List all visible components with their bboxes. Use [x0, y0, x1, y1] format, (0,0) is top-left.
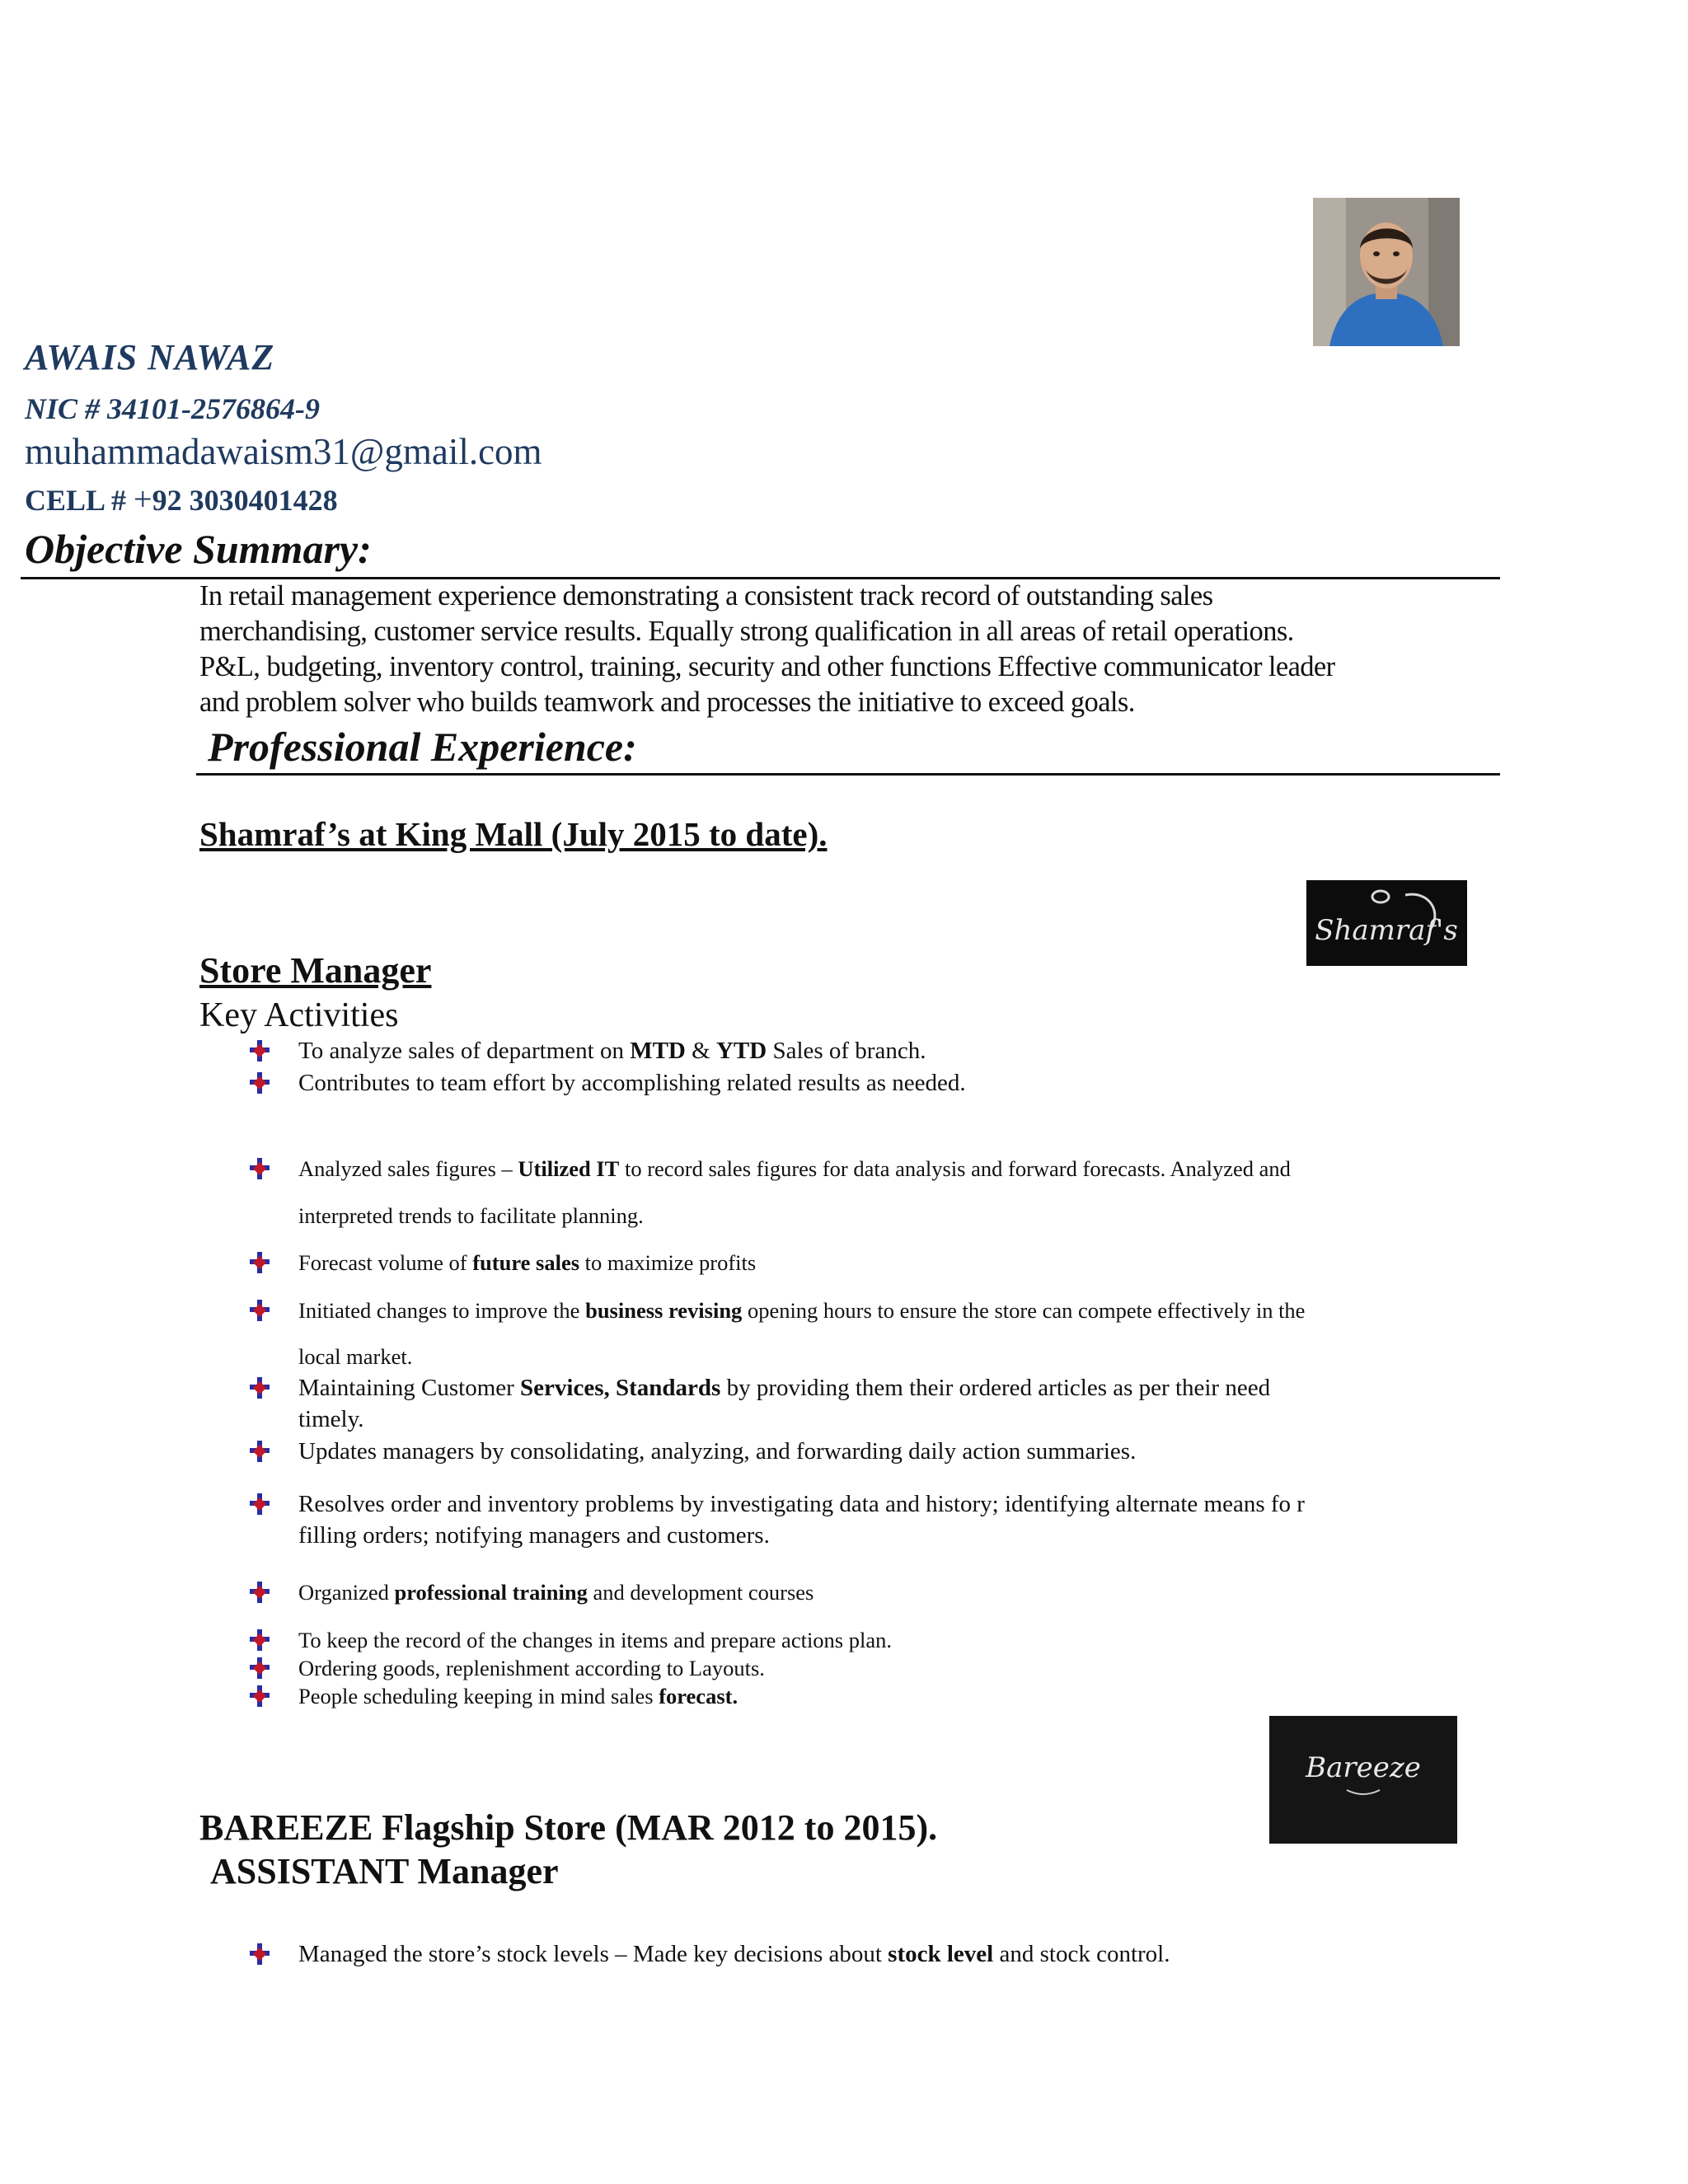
candidate-name: AWAIS NAWAZ	[25, 337, 275, 377]
summary-line: and problem solver who builds teamwork and processes the initiative to exceed goals.	[199, 687, 1135, 718]
experience-divider	[196, 773, 1500, 776]
bullet-arrow-icon	[250, 1582, 270, 1603]
email-address[interactable]: muhammadawaism31@gmail.com	[25, 431, 542, 472]
bullet-text: Ordering goods, replenishment according to Layouts.	[298, 1656, 765, 1680]
bullet-arrow-icon	[250, 1377, 270, 1399]
bullet-text: Analyzed sales figures – Utilized IT to record sales figures for data analysis and forward forecasts. Analyzed and	[298, 1156, 1291, 1181]
professional-experience-heading: Professional Experience:	[208, 724, 637, 770]
bullet-text: Updates managers by consolidating, analyzing, and forwarding daily action summaries.	[298, 1438, 1137, 1465]
bullet-arrow-icon	[250, 1072, 270, 1094]
bullet-arrow-icon	[250, 1629, 270, 1651]
bullet-text: Contributes to team effort by accomplishing related results as needed.	[298, 1070, 966, 1096]
job1-role: Store Manager	[199, 950, 432, 991]
shamrafs-logo	[1306, 880, 1467, 966]
nic-number: NIC # 34101-2576864-9	[25, 392, 320, 425]
bullet-arrow-icon	[250, 1943, 270, 1965]
cell-label: CELL #	[25, 484, 134, 517]
bullet-text: Managed the store’s stock levels – Made key decisions about stock level and stock control.	[298, 1941, 1170, 1967]
bullet-text: Forecast volume of future sales to maximize profits	[298, 1250, 757, 1275]
bullet-continuation: interpreted trends to facilitate planning.	[298, 1203, 644, 1228]
bullet-arrow-icon	[250, 1657, 270, 1679]
bullet-text: Initiated changes to improve the business revising opening hours to ensure the store can compete effectively in the	[298, 1298, 1306, 1323]
cell-plus: +	[134, 480, 152, 518]
bullet-continuation: filling orders; notifying managers and customers.	[298, 1522, 770, 1549]
bareeze-logo-text: Bareeze	[1306, 1751, 1421, 1784]
bullet-text: Resolves order and inventory problems by investigating data and history; identifying alternate means fo r	[298, 1491, 1305, 1517]
objective-summary-text	[199, 579, 1502, 720]
bullet-arrow-icon	[250, 1158, 270, 1179]
shamrafs-logo-text: Shamraf's	[1315, 914, 1458, 947]
bullet-continuation: local market.	[298, 1344, 413, 1369]
summary-line: P&L, budgeting, inventory control, training, security and other functions Effective communicator leader	[199, 651, 1335, 682]
bullet-arrow-icon	[250, 1040, 270, 1062]
job2-company: BAREEZE Flagship Store (MAR 2012 to 2015).	[199, 1807, 938, 1848]
key-activities-label: Key Activities	[199, 996, 399, 1034]
summary-line: merchandising, customer service results. Equally strong qualification in all areas of retail operations.	[199, 616, 1294, 647]
bareeze-logo	[1269, 1716, 1457, 1844]
summary-line: In retail management experience demonstrating a consistent track record of outstanding sales	[199, 580, 1213, 612]
job2-role: ASSISTANT Manager	[210, 1851, 559, 1891]
bullet-arrow-icon	[250, 1441, 270, 1462]
job1-company: Shamraf’s at King Mall (July 2015 to date).	[199, 815, 828, 853]
cell-number	[25, 480, 338, 518]
bullet-arrow-icon	[250, 1252, 270, 1273]
objective-summary-heading: Objective Summary:	[25, 526, 372, 572]
bullet-text: Organized professional training and development courses	[298, 1580, 814, 1605]
bullet-text: To keep the record of the changes in items and prepare actions plan.	[298, 1628, 892, 1652]
bullet-arrow-icon	[250, 1300, 270, 1321]
bullet-arrow-icon	[250, 1493, 270, 1515]
bullet-arrow-icon	[250, 1685, 270, 1707]
bullet-text: People scheduling keeping in mind sales forecast.	[298, 1684, 738, 1708]
bullet-continuation: timely.	[298, 1406, 364, 1432]
bullet-text: To analyze sales of department on MTD & YTD Sales of branch.	[298, 1038, 926, 1064]
cell-digits: 92 3030401428	[152, 484, 338, 517]
profile-photo	[1313, 198, 1460, 346]
bullet-text: Maintaining Customer Services, Standards by providing them their ordered articles as per their need	[298, 1375, 1271, 1401]
